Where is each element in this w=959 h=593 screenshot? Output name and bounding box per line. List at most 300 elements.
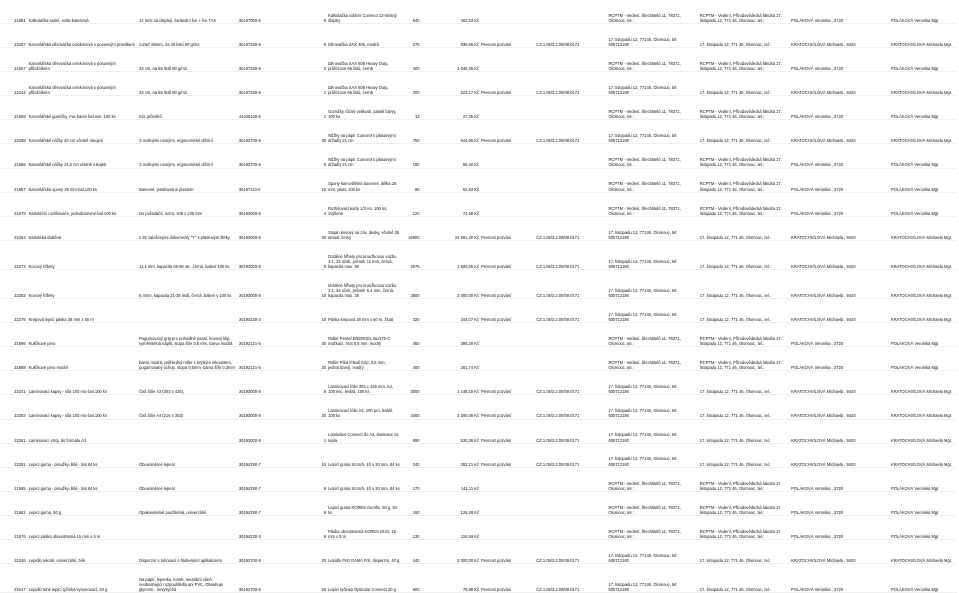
cell-delivery-address[interactable]: RCPTM - Vedení, Šlechtitelů 11, 78371, Olomouc, tel.: <box>607 467 698 491</box>
cell-specification[interactable]: s 25 založenými dokumenty "Y" s plastovým štítky <box>138 216 238 240</box>
cell-orderer[interactable]: KRATOCHVÍLOVÁ Michaela Mgr. <box>890 443 957 467</box>
cell-cpv-code[interactable]: 30193000-8 <box>238 395 306 419</box>
cell-contact-person[interactable]: POLÁKOVÁ Veronika , 3720 <box>790 144 890 168</box>
cell-condition[interactable]: Pevnost pozvání <box>480 395 535 419</box>
cell-invoice-address[interactable]: RCPTM - Vedení, Přírodovědecká fakulta 17. listopadu 12, 771 46, Olomouc, tel.: <box>699 491 790 515</box>
cell-offered-item[interactable]: Stojan kosový na záv. desky, včetně 25 desek, černý <box>327 216 401 240</box>
cell-item-name[interactable]: Krepová lepicí páska 38 mm x 50 m <box>28 299 138 323</box>
cell-quantity[interactable]: 20 <box>306 539 327 563</box>
cell-cpv-code[interactable]: 30194290-7 <box>238 491 306 515</box>
cell-price[interactable]: 282,21 Kč <box>421 443 480 467</box>
cell-cpv-code[interactable]: 30194290-7 <box>238 443 306 467</box>
cell-invoice-address[interactable]: RCPTM - Vedení, Přírodovědecká fakulta 17. listopadu 12, 771 46, Olomouc, tel.: <box>699 0 790 24</box>
cell-invoice-address[interactable]: 17. listopadu 12, 771 46, Olomouc, tel.: <box>699 72 790 96</box>
cell-project[interactable]: CZ.1.05/3.2.00/09.0171 <box>535 120 607 144</box>
cell-contact-person[interactable]: POLÁKOVÁ Veronika , 3720 <box>790 323 890 347</box>
cell-invoice-address[interactable]: 17. listopadu 12, 771 46, Olomouc, tel.: <box>699 120 790 144</box>
cell-item-name[interactable]: Kancelářské nůžky 21,5 cm včetně rukojeti <box>28 144 138 168</box>
cell-id[interactable]: 21696 <box>0 323 28 347</box>
cell-price[interactable]: 530,36 Kč <box>421 419 480 443</box>
cell-quantity[interactable]: 20 <box>306 347 327 371</box>
cell-delivery-address[interactable]: RCPTM - Vedení, Šlechtitelů 11, 78371, Olomouc, tel.: <box>607 96 698 120</box>
cell-total[interactable]: 890 <box>401 419 420 443</box>
cell-total[interactable]: 750 <box>401 120 420 144</box>
cell-total[interactable]: 80 <box>401 168 420 192</box>
cell-id[interactable]: 21687 <box>0 168 28 192</box>
cell-item-name[interactable]: Kancelářské gumičky, mix barev bal.min. 100 ks <box>28 96 138 120</box>
cell-item-name[interactable]: Kancelářské spony 28 mm-bal.100 ks <box>28 168 138 192</box>
cell-specification[interactable]: Čirá fólie A4 (216 x 303) <box>138 395 238 419</box>
cell-delivery-address[interactable]: 17. listopadu 12, 77146, Olomouc, tel: 605712180 <box>607 24 698 48</box>
cell-delivery-address[interactable]: RCPTM - Vedení, Šlechtitelů 11, 78371, Olomouc, tel.: <box>607 192 698 216</box>
cell-contact-person[interactable]: KRATOCHVÍLOVÁ Michaela , 9420 <box>790 240 890 269</box>
cell-contact-person[interactable]: POLÁKOVÁ Veronika , 3720 <box>790 515 890 539</box>
cell-item-name[interactable]: Lepicí guma - proužky, bílá - bal.84 ks <box>28 443 138 467</box>
cell-condition[interactable] <box>480 515 535 539</box>
cell-project[interactable]: CZ.1.05/3.2.00/09.0171 <box>535 269 607 298</box>
cell-cpv-code[interactable]: 30192700-8 <box>238 120 306 144</box>
cell-condition[interactable]: Pevnost pozvání <box>480 419 535 443</box>
cell-price[interactable]: 27,35 Kč <box>421 96 480 120</box>
cell-orderer[interactable]: POLÁKOVÁ Veronika Mgr. <box>890 563 957 592</box>
cell-delivery-address[interactable]: 17. listopadu 12, 77146, Olomouc, tel: 605712180 <box>607 216 698 240</box>
cell-price[interactable]: 402,53 Kč <box>421 0 480 24</box>
cell-specification[interactable]: 23 cm, na 65 listů 80 g/m2 <box>138 72 238 96</box>
cell-condition[interactable]: Pevnost pozvání <box>480 269 535 298</box>
cell-contact-person[interactable]: POLÁKOVÁ Veronika , 3720 <box>790 48 890 72</box>
cell-quantity[interactable]: 1 <box>306 72 327 96</box>
cell-condition[interactable]: Pevnost pozvání <box>480 299 535 323</box>
cell-price[interactable]: 544,96 Kč <box>421 120 480 144</box>
cell-cpv-code[interactable]: 30192121-5 <box>238 323 306 347</box>
cell-orderer[interactable]: KRATOCHVÍLOVÁ Michaela Mgr. <box>890 24 957 48</box>
cell-quantity[interactable]: 30 <box>306 120 327 144</box>
cell-id[interactable]: 21678 <box>0 192 28 216</box>
cell-contact-person[interactable]: KRATOCHVÍLOVÁ Michaela , 9420 <box>790 419 890 443</box>
cell-delivery-address[interactable]: 17. listopadu 12, 77146, Olomouc, tel: 605712180 <box>607 563 698 592</box>
cell-orderer[interactable]: POLÁKOVÁ Veronika Mgr. <box>890 144 957 168</box>
cell-total[interactable]: 400 <box>401 48 420 72</box>
cell-offered-item[interactable]: Lepicí guma KORES Gumfix, 50 g, 84 ks <box>327 491 401 515</box>
cell-total[interactable]: 400 <box>401 347 420 371</box>
cell-offered-item[interactable]: Laminovací fólie A4, 100 µm, lesklé, 100 ks <box>327 395 401 419</box>
cell-quantity[interactable]: 1 <box>306 419 327 443</box>
cell-delivery-address[interactable]: 17. listopadu 12, 77146, Olomouc, tel: 605712180 <box>607 371 698 395</box>
cell-price[interactable]: 281,74 Kč <box>421 347 480 371</box>
cell-quantity[interactable]: 10 <box>306 269 327 298</box>
cell-invoice-address[interactable]: RCPTM - Vedení, Přírodovědecká fakulta 17. listopadu 12, 771 46, Olomouc, tel.: <box>699 96 790 120</box>
cell-contact-person[interactable]: KRATOCHVÍLOVÁ Michaela , 9420 <box>790 269 890 298</box>
cell-item-name[interactable]: Kancelářská děrovačka celokovová s posuvným příložníkem <box>28 72 138 96</box>
cell-delivery-address[interactable]: RCPTM - Vedení, Šlechtitelů 11, 78371, Olomouc, tel.: <box>607 0 698 24</box>
cell-invoice-address[interactable]: 17. listopadu 12, 771 46, Olomouc, tel.: <box>699 443 790 467</box>
cell-invoice-address[interactable]: 17. listopadu 12, 771 46, Olomouc, tel.: <box>699 299 790 323</box>
cell-specification[interactable]: Pogumovaný grip pro pohodlné psaní, kovový klip, vyměnitelná náplň, stopa šíře 0,5 mm, barva modrá <box>138 323 238 347</box>
cell-invoice-address[interactable]: RCPTM - Vedení, Přírodovědecká fakulta 17. listopadu 12, 771 46, Olomouc, tel.: <box>699 144 790 168</box>
cell-orderer[interactable]: POLÁKOVÁ Veronika Mgr. <box>890 0 957 24</box>
cell-quantity[interactable]: 2 <box>306 48 327 72</box>
cell-price[interactable]: 78,88 Kč <box>421 563 480 592</box>
cell-specification[interactable]: Obousměrné lepení <box>138 443 238 467</box>
cell-project[interactable]: CZ.1.05/3.2.00/09.0171 <box>535 24 607 48</box>
cell-orderer[interactable]: KRATOCHVÍLOVÁ Michaela Mgr. <box>890 395 957 419</box>
cell-quantity[interactable]: 5 <box>306 491 327 515</box>
cell-contact-person[interactable]: POLÁKOVÁ Veronika , 3720 <box>790 467 890 491</box>
cell-invoice-address[interactable]: 17. listopadu 12, 771 46, Olomouc, tel.: <box>699 24 790 48</box>
cell-item-name[interactable]: Laminovací stroj, do formátu A3 <box>28 419 138 443</box>
cell-item-name[interactable]: Kancelářské nůžky 20 cm včetně rukojeti <box>28 120 138 144</box>
cell-cpv-code[interactable]: 30193000-8 <box>238 240 306 269</box>
cell-id[interactable]: 22241 <box>0 371 28 395</box>
cell-item-name[interactable]: Lepicí guma, 50 g <box>28 491 138 515</box>
cell-cpv-code[interactable]: 30197330-8 <box>238 72 306 96</box>
cell-invoice-address[interactable]: RCPTM - Vedení, Přírodovědecká fakulta 17. listopadu 12, 771 46, Olomouc, tel.: <box>699 192 790 216</box>
cell-item-name[interactable]: Kancelářská děrovačka celokovová s posuvným příložníkem <box>28 48 138 72</box>
cell-condition[interactable]: Pevnost pozvání <box>480 539 535 563</box>
cell-project[interactable] <box>535 515 607 539</box>
cell-specification[interactable]: 11,1 mm, kapacita 66-80 str., černá, balení 100 ks <box>138 240 238 269</box>
cell-delivery-address[interactable]: RCPTM - Vedení, Šlechtitelů 11, 78371, Olomouc, tel.: <box>607 168 698 192</box>
cell-delivery-address[interactable]: RCPTM - Vedení, Šlechtitelů 11, 78371, Olomouc, tel.: <box>607 491 698 515</box>
cell-cpv-code[interactable]: 30194290-7 <box>238 467 306 491</box>
cell-cpv-code[interactable]: 30194230-3 <box>238 299 306 323</box>
cell-id[interactable]: 21667 <box>0 48 28 72</box>
cell-total[interactable]: 130 <box>401 515 420 539</box>
cell-project[interactable]: CZ.1.05/3.2.00/09.0171 <box>535 72 607 96</box>
cell-specification[interactable]: barva modrá, průhledný roller s krytkým inkoustem, pogumovaný úchop, stopa 0,5mm, barva šíře 0,3mm <box>138 347 238 371</box>
cell-offered-item[interactable]: Nůžky na papír Connect s plastovými držadly 21 cm <box>327 144 401 168</box>
cell-quantity[interactable]: 1 <box>306 96 327 120</box>
cell-orderer[interactable]: KRATOCHVÍLOVÁ Michaela Mgr. <box>890 240 957 269</box>
cell-invoice-address[interactable]: 17. listopadu 12, 771 46, Olomouc, tel.: <box>699 395 790 419</box>
cell-project[interactable] <box>535 144 607 168</box>
cell-price[interactable]: 399,28 Kč <box>421 323 480 347</box>
cell-offered-item[interactable]: Děrovačka SAX 406, modrá <box>327 24 401 48</box>
cell-orderer[interactable]: POLÁKOVÁ Veronika Mgr. <box>890 192 957 216</box>
cell-project[interactable]: CZ.1.05/3.2.00/09.0171 <box>535 371 607 395</box>
cell-project[interactable] <box>535 192 607 216</box>
cell-item-name[interactable]: Laminovací kapsy - síla 100 mic-bal.100 ks <box>28 371 138 395</box>
cell-contact-person[interactable]: POLÁKOVÁ Veronika , 3720 <box>790 192 890 216</box>
cell-offered-item[interactable]: Lepicí guma Scotch, 10 x 20 mm, 84 ks <box>327 467 401 491</box>
cell-price[interactable]: 630,55 Kč <box>421 24 480 48</box>
cell-delivery-address[interactable]: 17. listopadu 12, 77146, Olomouc, tel: 605712180 <box>607 240 698 269</box>
cell-cpv-code[interactable]: 30194230-3 <box>238 515 306 539</box>
cell-cpv-code[interactable]: 30193000-8 <box>238 216 306 240</box>
cell-condition[interactable] <box>480 96 535 120</box>
cell-offered-item[interactable]: Děrovačka SAX 608 Heavy Duty, průřezové 65 listů, černá <box>327 72 401 96</box>
cell-total[interactable]: 600 <box>401 563 420 592</box>
cell-id[interactable]: 21686 <box>0 144 28 168</box>
cell-cpv-code[interactable]: 30197000-6 <box>238 0 306 24</box>
cell-quantity[interactable]: 6 <box>306 144 327 168</box>
cell-item-name[interactable]: Kovový hřbety <box>28 269 138 298</box>
cell-price[interactable]: 116,59 Kč <box>421 515 480 539</box>
cell-project[interactable]: CZ.1.05/3.2.00/09.0171 <box>535 240 607 269</box>
cell-id[interactable]: 22244 <box>0 72 28 96</box>
cell-item-name[interactable]: Lepicí guma - proužky, bílá - bal.84 ks <box>28 467 138 491</box>
cell-total[interactable]: 540 <box>401 0 420 24</box>
cell-id[interactable]: 22291 <box>0 443 28 467</box>
cell-contact-person[interactable]: POLÁKOVÁ Veronika , 3720 <box>790 168 890 192</box>
cell-total[interactable]: 170 <box>401 467 420 491</box>
cell-item-name[interactable]: Kuličkové pero modré <box>28 347 138 371</box>
cell-invoice-address[interactable]: RCPTM - Vedení, Přírodovědecká fakulta 17. listopadu 12, 771 46, Olomouc, tel.: <box>699 48 790 72</box>
cell-item-name[interactable]: Laminovací kapsy - síla 100 mic-bal.100 ks <box>28 395 138 419</box>
cell-delivery-address[interactable]: 17. listopadu 12, 77146, Olomouc, tel: 605712180 <box>607 269 698 298</box>
cell-quantity[interactable]: 4 <box>306 192 327 216</box>
cell-item-name[interactable]: Lepidlo tuhé lepicí tyčinka vysunovací, 20 g <box>28 563 138 592</box>
cell-offered-item[interactable]: Páska oboustranná KORES DUO, 15 mm x 5 m <box>327 515 401 539</box>
cell-offered-item[interactable]: Roller Pilot V-Ball Grip, 0,5 mm, jednorázový, modrý <box>327 347 401 371</box>
cell-condition[interactable]: Pevnost pozvání <box>480 216 535 240</box>
cell-offered-item[interactable]: Děrovačka SAX 608 Heavy Duty, průřezové 65 listů, černá <box>327 48 401 72</box>
cell-project[interactable]: CZ.1.05/3.2.00/09.0171 <box>535 395 607 419</box>
cell-condition[interactable] <box>480 192 535 216</box>
cell-contact-person[interactable]: KRATOCHVÍLOVÁ Michaela , 9420 <box>790 120 890 144</box>
cell-invoice-address[interactable]: 17. listopadu 12, 771 46, Olomouc, tel.: <box>699 371 790 395</box>
cell-delivery-address[interactable]: 17. listopadu 12, 77146, Olomouc, tel: 605712180 <box>607 72 698 96</box>
cell-project[interactable]: CZ.1.05/3.2.00/09.0171 <box>535 539 607 563</box>
cell-specification[interactable]: Obousměrné lepení <box>138 467 238 491</box>
cell-id[interactable]: 21676 <box>0 515 28 539</box>
cell-invoice-address[interactable]: 17. listopadu 12, 771 46, Olomouc, tel.: <box>699 269 790 298</box>
cell-id[interactable]: 22254 <box>0 216 28 240</box>
cell-project[interactable] <box>535 48 607 72</box>
cell-condition[interactable]: Pevnost pozvání <box>480 24 535 48</box>
cell-total[interactable]: 450 <box>401 323 420 347</box>
cell-offered-item[interactable]: Spony kancelářské barevné, délka 28 mm, plast, 100 ks <box>327 168 401 192</box>
cell-orderer[interactable]: KRATOCHVÍLOVÁ Michaela Mgr. <box>890 419 957 443</box>
cell-price[interactable]: 3 206,05 Kč <box>421 395 480 419</box>
cell-project[interactable]: CZ.1.05/3.2.00/09.0171 <box>535 563 607 592</box>
cell-condition[interactable] <box>480 491 535 515</box>
cell-cpv-code[interactable]: 30193000-8 <box>238 269 306 298</box>
cell-project[interactable] <box>535 323 607 347</box>
cell-total[interactable]: 180 <box>401 144 420 168</box>
cell-price[interactable]: 2 000,00 Kč <box>421 539 480 563</box>
cell-contact-person[interactable]: KRATOCHVÍLOVÁ Michaela , 9420 <box>790 371 890 395</box>
cell-specification[interactable] <box>138 515 238 539</box>
cell-contact-person[interactable]: KRATOCHVÍLOVÁ Michaela , 9420 <box>790 443 890 467</box>
cell-project[interactable]: CZ.1.05/3.2.00/09.0171 <box>535 443 607 467</box>
cell-invoice-address[interactable]: 17. listopadu 12, 771 46, Olomouc, tel.: <box>699 539 790 563</box>
cell-cpv-code[interactable]: 30193000-8 <box>238 419 306 443</box>
cell-id[interactable]: 21681 <box>0 0 28 24</box>
cell-project[interactable] <box>535 168 607 192</box>
cell-orderer[interactable]: POLÁKOVÁ Veronika Mgr. <box>890 347 957 371</box>
cell-id[interactable]: 22276 <box>0 299 28 323</box>
cell-project[interactable]: CZ.1.05/3.2.00/09.0171 <box>535 216 607 240</box>
cell-offered-item[interactable]: Laminátor Connect do A3, laminace za tepla <box>327 419 401 443</box>
cell-contact-person[interactable]: KRATOCHVÍLOVÁ Michaela , 9420 <box>790 24 890 48</box>
cell-quantity[interactable]: 10 <box>306 299 327 323</box>
cell-delivery-address[interactable]: RCPTM - Vedení, Šlechtitelů 11, 78371, Olomouc, tel.: <box>607 48 698 72</box>
cell-item-name[interactable]: Kartotéka drátěná <box>28 216 138 240</box>
cell-specification[interactable]: mix průměrů <box>138 96 238 120</box>
cell-orderer[interactable]: KRATOCHVÍLOVÁ Michaela Mgr. <box>890 539 957 563</box>
cell-condition[interactable]: Pevnost pozvání <box>480 120 535 144</box>
cell-offered-item[interactable]: Lepicí tyčinka Opticolor Connect 20 g <box>327 563 401 592</box>
cell-specification[interactable]: Disperzní s tuhnoucí s hlubenýmí aplikátorem <box>138 539 238 563</box>
cell-invoice-address[interactable]: RCPTM - Vedení, Přírodovědecká fakulta 17. listopadu 12, 771 46, Olomouc, tel.: <box>699 347 790 371</box>
cell-id[interactable]: 22283 <box>0 395 28 419</box>
cell-cpv-code[interactable]: 30193000-8 <box>238 371 306 395</box>
cell-offered-item[interactable]: Lepidlo Pritt GAMA FIX, disperzní, 40 g <box>327 539 401 563</box>
cell-invoice-address[interactable]: 17. listopadu 12, 771 46, Olomouc, tel.: <box>699 563 790 592</box>
cell-price[interactable]: 344,07 Kč <box>421 299 480 323</box>
cell-id[interactable]: 22258 <box>0 120 28 144</box>
cell-price[interactable]: 141,11 Kč <box>421 467 480 491</box>
cell-delivery-address[interactable]: RCPTM - Vedení, Šlechtitelů 11, 78371, Olomouc, tel.: <box>607 323 698 347</box>
cell-total[interactable]: 3500 <box>401 269 420 298</box>
cell-id[interactable]: 22261 <box>0 419 28 443</box>
cell-id[interactable]: 22257 <box>0 24 28 48</box>
cell-project[interactable] <box>535 467 607 491</box>
cell-cpv-code[interactable]: 30192121-5 <box>238 347 306 371</box>
cell-specification[interactable]: Opakovatelně použitelná, univerzální <box>138 491 238 515</box>
cell-contact-person[interactable]: POLÁKOVÁ Veronika , 3720 <box>790 347 890 371</box>
cell-contact-person[interactable]: POLÁKOVÁ Veronika , 3720 <box>790 96 890 120</box>
cell-quantity[interactable]: 5 <box>306 24 327 48</box>
cell-total[interactable]: 3000 <box>401 371 420 395</box>
cell-orderer[interactable]: POLÁKOVÁ Veronika Mgr. <box>890 515 957 539</box>
cell-delivery-address[interactable]: RCPTM - Vedení, Šlechtitelů 11, 78371, Olomouc, tel.: <box>607 515 698 539</box>
cell-orderer[interactable]: POLÁKOVÁ Veronika Mgr. <box>890 48 957 72</box>
cell-quantity[interactable]: 10 <box>306 168 327 192</box>
cell-condition[interactable]: Pevnost pozvání <box>480 240 535 269</box>
cell-offered-item[interactable]: Lepicí guma Scotch, 10 x 20 mm, 84 ks <box>327 443 401 467</box>
cell-id[interactable]: 22247 <box>0 563 28 592</box>
cell-item-name[interactable]: Kartotéční rozlišovače, jednobarevné-bal.100 ks <box>28 192 138 216</box>
cell-specification[interactable]: Čirá fólie A3 (303 x 426), <box>138 371 238 395</box>
cell-id[interactable]: 22282 <box>0 269 28 298</box>
cell-project[interactable] <box>535 0 607 24</box>
cell-project[interactable] <box>535 96 607 120</box>
cell-item-name[interactable]: Kocový hřbety <box>28 240 138 269</box>
cell-offered-item[interactable]: Rozlišovací karty 1/3 A4, 100 ks, zvýšené <box>327 192 401 216</box>
cell-invoice-address[interactable]: 17. listopadu 12, 771 46, Olomouc, tel.: <box>699 419 790 443</box>
cell-project[interactable] <box>535 491 607 515</box>
cell-quantity[interactable]: 5 <box>306 467 327 491</box>
cell-specification[interactable] <box>138 419 238 443</box>
cell-offered-item[interactable]: Kalkulačka solární Connect 12-místný displej <box>327 0 401 24</box>
cell-price[interactable]: 126,28 Kč <box>421 491 480 515</box>
cell-contact-person[interactable]: POLÁKOVÁ Veronika , 3720 <box>790 491 890 515</box>
cell-orderer[interactable]: POLÁKOVÁ Veronika Mgr. <box>890 96 957 120</box>
cell-total[interactable]: 120 <box>401 192 420 216</box>
cell-total[interactable]: 18900 <box>401 216 420 240</box>
cell-contact-person[interactable]: KRATOCHVÍLOVÁ Michaela , 9420 <box>790 72 890 96</box>
cell-orderer[interactable]: KRATOCHVÍLOVÁ Michaela Mgr. <box>890 120 957 144</box>
cell-quantity[interactable]: 5 <box>306 371 327 395</box>
cell-orderer[interactable]: KRATOCHVÍLOVÁ Michaela Mgr. <box>890 269 957 298</box>
cell-total[interactable]: 320 <box>401 299 420 323</box>
cell-item-name[interactable]: Kancelářská děrovačka celokovová s posuvným pravítkem <box>28 24 138 48</box>
cell-orderer[interactable]: POLÁKOVÁ Veronika Mgr. <box>890 168 957 192</box>
cell-total[interactable]: 200 <box>401 72 420 96</box>
cell-contact-person[interactable]: POLÁKOVÁ Veronika , 3720 <box>790 563 890 592</box>
cell-quantity[interactable]: 6 <box>306 0 327 24</box>
cell-cpv-code[interactable]: 30197330-8 <box>238 48 306 72</box>
cell-invoice-address[interactable]: RCPTM - Vedení, Přírodovědecká fakulta 17. listopadu 12, 771 46, Olomouc, tel.: <box>699 323 790 347</box>
cell-price[interactable]: 1 820,65 Kč <box>421 240 480 269</box>
cell-specification[interactable]: 23 cm, na 65 listů 80 g/m2 <box>138 48 238 72</box>
cell-price[interactable]: 1 148,15 Kč <box>421 371 480 395</box>
cell-project[interactable] <box>535 347 607 371</box>
cell-condition[interactable] <box>480 467 535 491</box>
cell-quantity[interactable]: 10 <box>306 443 327 467</box>
cell-condition[interactable] <box>480 347 535 371</box>
cell-orderer[interactable]: KRATOCHVÍLOVÁ Michaela Mgr. <box>890 216 957 240</box>
cell-cpv-code[interactable]: 30197110-0 <box>238 168 306 192</box>
cell-offered-item[interactable]: Drátěné hřbety pro kroužkovou vazbu 3:1, 34 oček, průměr 11 mm, černá, kapacita max. 80 <box>327 240 401 269</box>
cell-condition[interactable] <box>480 323 535 347</box>
cell-condition[interactable]: Pevnost pozvání <box>480 443 535 467</box>
cell-contact-person[interactable]: KRATOCHVÍLOVÁ Michaela , 9420 <box>790 299 890 323</box>
cell-condition[interactable]: Pevnost pozvání <box>480 563 535 592</box>
cell-price[interactable]: 62,83 Kč <box>421 168 480 192</box>
cell-id[interactable]: 21668 <box>0 96 28 120</box>
cell-invoice-address[interactable]: RCPTM - Vedení, Přírodovědecká fakulta 17. listopadu 12, 771 46, Olomouc, tel.: <box>699 168 790 192</box>
cell-offered-item[interactable]: Laminovací fólie 303 x 426 mm, A3, 100 mic, lesklá, 100 ks <box>327 371 401 395</box>
cell-offered-item[interactable]: Drátěné hřbety pro kroužkovou vazbu 3:1, 34 oček, průměr 6,4 mm, černá, kapacita max. 35 <box>327 269 401 298</box>
cell-total[interactable]: 2975 <box>401 240 420 269</box>
cell-specification[interactable]: Na papír, lepenku, korek, neutrální vůně, neobsahující rozpouštědla ani PVC, Obsahuje glycerin - nevysychá <box>138 563 238 592</box>
cell-price[interactable]: 1 046,35 Kč <box>421 48 480 72</box>
cell-quantity[interactable]: 5 <box>306 515 327 539</box>
cell-offered-item[interactable]: Gumičky různé velikosti, pastel barvy, 100 ks <box>327 96 401 120</box>
cell-condition[interactable] <box>480 168 535 192</box>
cell-condition[interactable] <box>480 144 535 168</box>
cell-delivery-address[interactable]: RCPTM - Vedení, Šlechtitelů 11, 78371, Olomouc, tel.: <box>607 347 698 371</box>
cell-cpv-code[interactable]: 44425100-6 <box>238 96 306 120</box>
cell-cpv-code[interactable]: 30197330-8 <box>238 24 306 48</box>
cell-quantity[interactable]: 30 <box>306 216 327 240</box>
cell-project[interactable]: CZ.1.05/3.2.00/09.0171 <box>535 299 607 323</box>
cell-cpv-code[interactable]: 30193000-8 <box>238 192 306 216</box>
cell-item-name[interactable]: Kalkulačka stolní, solár-bateriová <box>28 0 138 24</box>
cell-condition[interactable] <box>480 48 535 72</box>
cell-specification[interactable]: S oválnými rovnými, ergonomické držení <box>138 120 238 144</box>
cell-delivery-address[interactable]: 17. listopadu 12, 77146, Olomouc, tel: 605712180 <box>607 539 698 563</box>
cell-contact-person[interactable]: KRATOCHVÍLOVÁ Michaela , 9420 <box>790 539 890 563</box>
cell-specification[interactable] <box>138 299 238 323</box>
cell-quantity[interactable]: 5 <box>306 240 327 269</box>
cell-orderer[interactable]: KRATOCHVÍLOVÁ Michaela Mgr. <box>890 371 957 395</box>
cell-price[interactable]: 65,40 Kč <box>421 144 480 168</box>
cell-cpv-code[interactable]: 30192700-8 <box>238 144 306 168</box>
cell-invoice-address[interactable]: RCPTM - Vedení, Přírodovědecká fakulta 17. listopadu 12, 771 46, Olomouc, tel.: <box>699 467 790 491</box>
cell-id[interactable]: 22272 <box>0 240 28 269</box>
cell-cpv-code[interactable]: 30192700-8 <box>238 563 306 592</box>
cell-orderer[interactable]: POLÁKOVÁ Veronika Mgr. <box>890 323 957 347</box>
cell-condition[interactable]: Pevnost pozvání <box>480 371 535 395</box>
cell-quantity[interactable]: 30 <box>306 323 327 347</box>
cell-delivery-address[interactable]: 17. listopadu 12, 77146, Olomouc, tel: 605712180 <box>607 299 698 323</box>
cell-offered-item[interactable]: Roller Pentel ENERGEL BLN75-C mačkací, hrot 0,5 mm, modrý <box>327 323 401 347</box>
cell-specification[interactable]: Barevné, potahované plastem <box>138 168 238 192</box>
cell-id[interactable]: 21685 <box>0 467 28 491</box>
cell-total[interactable]: 440 <box>401 539 420 563</box>
cell-total[interactable]: 13 <box>401 96 420 120</box>
cell-price[interactable]: 22 991,30 Kč <box>421 216 480 240</box>
cell-orderer[interactable]: KRATOCHVÍLOVÁ Michaela Mgr. <box>890 72 957 96</box>
cell-id[interactable]: 21682 <box>0 491 28 515</box>
cell-quantity[interactable]: 20 <box>306 395 327 419</box>
cell-orderer[interactable]: POLÁKOVÁ Veronika Mgr. <box>890 467 957 491</box>
cell-price[interactable]: 2 000,00 Kč <box>421 269 480 298</box>
